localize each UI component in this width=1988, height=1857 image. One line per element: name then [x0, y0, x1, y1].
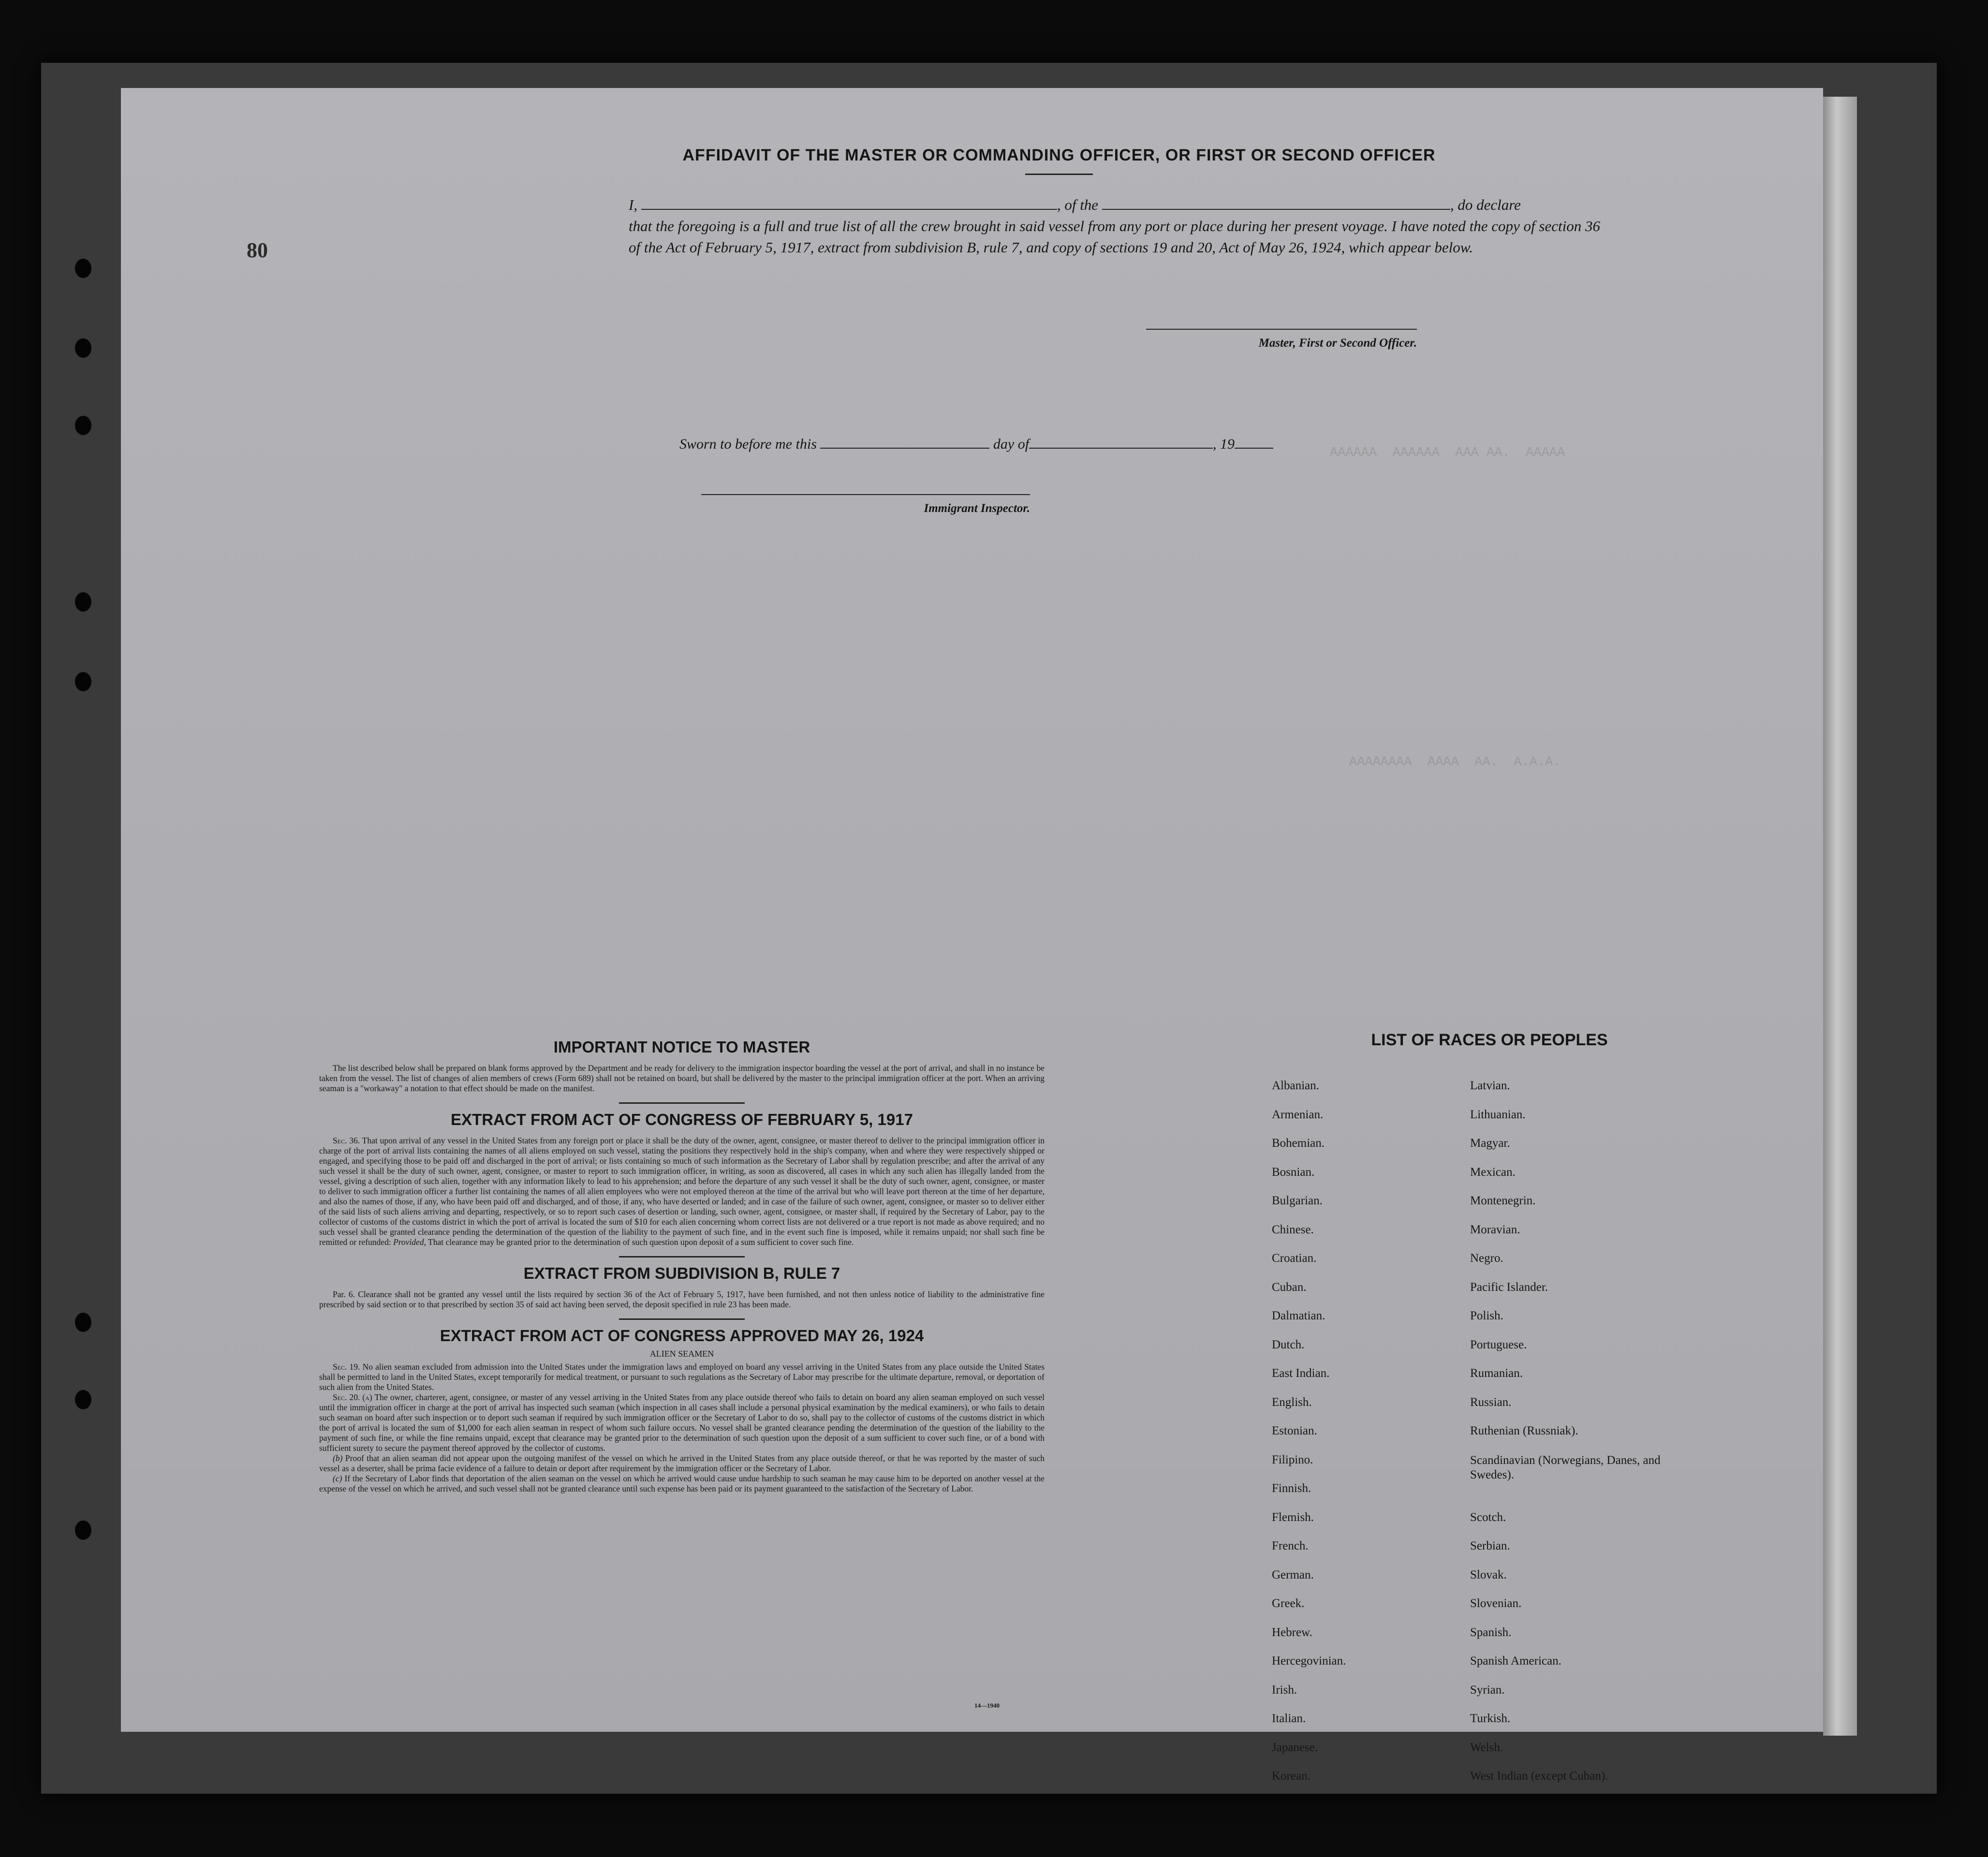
document-page	[121, 88, 1823, 1783]
sec20c-text	[319, 1474, 1045, 1494]
binder-hole	[75, 416, 91, 435]
binder-hole	[75, 592, 91, 612]
sec19-text	[319, 1362, 1045, 1392]
sec20a-body: The owner, charterer, agent, consignee, or master of any vessel arriving in the United States from any place outside thereof who fails to detain on board any alien seaman employed on such vessel until the immigration officer in charge at the port of arrival has inspected such seaman (which inspection in all cases shall include a personal physical examination by the medical examiners), or who fails to detain such seaman on board after such inspection or to deport such seaman if required by such immigration officer or the Secretary of Labor to do so, shall pay to the collector of customs of the customs district in which the port of arrival is located the sum of $1,000 for each alien seaman in respect of whom such failure occurs. No vessel shall be granted clearance pending the determination of the question of the liability to the payment of such fine, or while the fine remains unpaid, except that clearance may be granted prior to the determination of such question upon the deposit of a sum sufficient to cover such fine, or of a bond with sufficient surety to secure the payment thereof approved by the collector of customs.	[319, 1392, 1045, 1453]
sec20a-text	[319, 1392, 1045, 1453]
race-item: Dutch.	[1272, 1338, 1305, 1351]
race-item: Hebrew.	[1272, 1625, 1312, 1639]
races-left-column	[1272, 1079, 1346, 1799]
notice-text: The list described below shall be prepared on blank forms approved by the Department and be ready for delivery to the immigration inspector boarding the vessel at the port of arrival, and shall in no instance be taken from the vessel. The list of changes of alien members of crews (Form 689) shall not be retained on board, but shall be delivered by the master to the principal immigration officer at the port. When an arriving seaman is a "workaway" a notation to that effect should be made on the manifest.	[319, 1063, 1045, 1093]
stamp-number: 80	[247, 238, 268, 262]
race-item: West Indian (except Cuban).	[1470, 1769, 1608, 1783]
page-edge-stack	[1823, 97, 1857, 1736]
race-item: Spanish American.	[1470, 1654, 1561, 1667]
sec20b-label: (b)	[333, 1453, 343, 1463]
bleed-through-texture: AAAAAA AAAAAA AAA AA. AAAAA	[1330, 446, 1565, 460]
race-item: Russian.	[1470, 1395, 1512, 1409]
race-item: Hercegovinian.	[1272, 1654, 1346, 1667]
race-item: Filipino.	[1272, 1453, 1313, 1466]
sworn-year-field[interactable]	[1235, 436, 1273, 449]
vessel-name-field[interactable]	[1102, 197, 1450, 210]
race-item: Pacific Islander.	[1470, 1280, 1548, 1294]
sec36-label: Sec. 36.	[333, 1136, 360, 1145]
race-item: Chinese.	[1272, 1223, 1314, 1236]
race-item: Japanese.	[1272, 1740, 1318, 1754]
race-item: Negro.	[1470, 1252, 1503, 1265]
race-item: Syrian.	[1470, 1683, 1505, 1696]
divider	[619, 1102, 745, 1104]
extract-1917-title: EXTRACT FROM ACT OF CONGRESS OF FEBRUARY 5, 1917	[451, 1111, 913, 1128]
race-item: Bulgarian.	[1272, 1194, 1323, 1207]
master-signature-field[interactable]	[1146, 324, 1417, 330]
race-item: Korean.	[1272, 1769, 1311, 1783]
inspector-caption: Immigrant Inspector.	[924, 502, 1030, 515]
race-item: Estonian.	[1272, 1424, 1317, 1437]
race-item: Spanish.	[1470, 1625, 1512, 1639]
binder-hole	[75, 338, 91, 358]
race-item: Cuban.	[1272, 1280, 1307, 1294]
alien-seamen-subtitle: ALIEN SEAMEN	[649, 1349, 714, 1359]
race-item: Scotch.	[1470, 1510, 1506, 1524]
affidavit-title: AFFIDAVIT OF THE MASTER OR COMMANDING OFFICER, OR FIRST OR SECOND OFFICER	[682, 146, 1436, 164]
race-item: East Indian.	[1272, 1367, 1330, 1380]
race-item: Welsh.	[1470, 1740, 1503, 1754]
divider	[619, 1318, 745, 1320]
race-item: Croatian.	[1272, 1252, 1317, 1265]
affidavit-body: that the foregoing is a full and true list of all the crew brought in said vessel from any port or place during her present voyage. I have noted the copy of section 36 of the Act of February 5, 1917, extract from subdivision B, rule 7, and copy of sections 19 and 20, Act of May 26, 1924, which appear below.	[629, 218, 1600, 256]
form-number: 14—1940	[974, 1702, 1000, 1709]
sec20c-label: (c)	[333, 1474, 342, 1483]
races-right-column	[1470, 1079, 1673, 1799]
title-underline	[1025, 174, 1093, 175]
race-item: Latvian.	[1470, 1079, 1510, 1092]
race-item: Turkish.	[1470, 1712, 1511, 1725]
race-item: Armenian.	[1272, 1108, 1324, 1121]
race-item: Greek.	[1272, 1597, 1305, 1610]
sec19-label: Sec. 19.	[333, 1362, 360, 1372]
sec20-label: Sec. 20. (a)	[333, 1392, 372, 1402]
race-item: Bohemian.	[1272, 1137, 1325, 1150]
sec20c-body: If the Secretary of Labor finds that deportation of the alien seaman on the vessel on which he arrived would cause undue hardship to such seaman he may cause him to be deported on another vessel at the expense of the vessel on which he arrived, and such vessel shall not be granted clearance until such expense has been paid or its payment guaranteed to the satisfaction of the Secretary of Labor.	[319, 1474, 1045, 1493]
affidavit-text	[517, 194, 1601, 258]
race-item: Polish.	[1470, 1309, 1503, 1322]
inspector-signature-field[interactable]	[701, 489, 1030, 495]
race-item: Finnish.	[1272, 1482, 1311, 1495]
legal-extracts-column	[319, 1038, 1045, 1494]
officer-name-field[interactable]	[641, 197, 1057, 210]
binder-hole	[75, 1390, 91, 1409]
bleed-through-texture: AAAAAAAA AAAA AA. A.A.A.	[1349, 755, 1561, 770]
extract-rule7-text: Par. 6. Clearance shall not be granted any vessel until the lists required by section 36 of the Act of February 5, 1917, have been furnished, and not then unless notice of liability to the administrative fine prescribed by said section or to that prescribed by section 35 of said act having been served, the deposit specified in rule 23 has been made.	[319, 1289, 1045, 1309]
sec20b-body: Proof that an alien seaman did not appear upon the outgoing manifest of the vessel on which he arrived in the United States from any place outside thereof, or that he was reported by the master of such vessel as a deserter, shall be prima facie evidence of a failure to detain or deport after requirement by the immigration officer or the Secretary of Labor.	[319, 1453, 1045, 1473]
race-item: Lithuanian.	[1470, 1108, 1526, 1121]
sec20b-text	[319, 1453, 1045, 1474]
do-declare-label: , do declare	[1450, 196, 1521, 213]
race-item: Serbian.	[1470, 1539, 1510, 1552]
race-item: English.	[1272, 1395, 1312, 1409]
race-item: Ruthenian (Russniak).	[1470, 1424, 1578, 1437]
affidavit-section	[517, 146, 1601, 258]
binder-hole	[75, 1313, 91, 1332]
master-signature-block	[1146, 324, 1417, 350]
sworn-day-field[interactable]	[820, 436, 989, 449]
race-item: German.	[1272, 1568, 1314, 1581]
notice-title: IMPORTANT NOTICE TO MASTER	[553, 1038, 810, 1056]
divider	[619, 1256, 745, 1257]
race-item: Bosnian.	[1272, 1165, 1315, 1179]
year-label: , 19	[1213, 436, 1235, 452]
race-item: Irish.	[1272, 1683, 1297, 1696]
races-title: LIST OF RACES OR PEOPLES	[1371, 1031, 1608, 1049]
race-item: French.	[1272, 1539, 1309, 1552]
race-item: Scandinavian (Norwegians, Danes, and Swedes).	[1470, 1453, 1661, 1481]
sworn-prefix: Sworn to before me this	[679, 436, 817, 452]
race-item: Portuguese.	[1470, 1338, 1527, 1351]
race-item: Moravian.	[1470, 1223, 1520, 1236]
proviso-body: That clearance may be granted prior to the determination of such question upon deposit of a sum sufficient to cover such fine.	[428, 1237, 854, 1247]
affidavit-i-label: I,	[629, 196, 638, 213]
race-item: Magyar.	[1470, 1137, 1510, 1150]
inspector-signature-block	[701, 489, 1030, 515]
race-item: Albanian.	[1272, 1079, 1319, 1092]
race-item: Dalmatian.	[1272, 1309, 1325, 1322]
sec19-body: No alien seaman excluded from admission into the United States under the immigration laws and employed on board any vessel arriving in the United States from any place outside the United States shall be permitted to land in the United States, except temporarily for medical treatment, or pursuant to such regulations as the Secretary of Labor may prescribe for the ultimate departure, removal, or deportation of such alien from the United States.	[319, 1362, 1045, 1392]
sec36-body: That upon arrival of any vessel in the United States from any foreign port or place it shall be the duty of the owner, agent, consignee, or master thereof to deliver to the principal immigration officer in charge of the port of arrival lists containing the names of all aliens employed on such vessel, stating the positions they respectively hold in the ship's company, when and where they were respectively shipped or engaged, and specifying those to be paid off and discharged in the port of arrival; or lists containing so much of such information as the Secretary of Labor shall by regulation prescribe; and after the arrival of any such vessel it shall be the duty of such owner, agent, consignee, or master to report to such immigration officer, in writing, as soon as discovered, all cases in which any such alien has illegally landed from the vessel, giving a description of such alien, together with any information likely to lead to his apprehension; and before the departure of any such vessel it shall be the duty of such owner, agent, consignee, or master to deliver to such immigration officer a further list containing the names of all alien employees who were not employed thereon at the time of the arrival but who will leave port thereon at the time of her departure, and also the names of those, if any, who have been paid off and discharged, and of those, if any, who have deserted or landed; and in case of the failure of such owner, agent, consignee, or master so to deliver either of the said lists of such aliens arriving and departing, respectively, or so to report such cases of desertion or landing, such owner, agent, consignee, or master shall, if required by the Secretary of Labor, pay to the collector of customs of the customs district in which the port of arrival is located the sum of $10 for each alien concerning whom correct lists are not delivered or a true report is not made as above required; and no such vessel shall be granted clearance pending the determination of the question of the liability to the payment of such fine, and in the event such fine is imposed, while it remains unpaid; nor shall such fine be remitted or refunded:	[319, 1136, 1045, 1247]
sworn-line	[679, 436, 1273, 453]
binder-hole	[75, 1521, 91, 1540]
races-list-section	[1272, 1031, 1707, 1783]
binder-hole	[75, 259, 91, 278]
extract-rule7-title: EXTRACT FROM SUBDIVISION B, RULE 7	[523, 1264, 840, 1282]
binder-hole	[75, 672, 91, 691]
race-item: Slovak.	[1470, 1568, 1507, 1581]
race-item: Mexican.	[1470, 1165, 1516, 1179]
race-item: Flemish.	[1272, 1510, 1314, 1524]
day-of-label: day of	[993, 436, 1030, 452]
extract-1917-text	[319, 1136, 1045, 1247]
extract-1924-title: EXTRACT FROM ACT OF CONGRESS APPROVED MAY 26, 1924	[440, 1327, 924, 1345]
race-item: Slovenian.	[1470, 1597, 1522, 1610]
master-caption: Master, First or Second Officer.	[1258, 336, 1417, 350]
race-item: Montenegrin.	[1470, 1194, 1536, 1207]
proviso-label: Provided,	[393, 1237, 426, 1247]
sworn-month-field[interactable]	[1029, 436, 1213, 449]
of-the-label: , of the	[1057, 196, 1099, 213]
race-item: Italian.	[1272, 1712, 1306, 1725]
race-item: Rumanian.	[1470, 1367, 1523, 1380]
